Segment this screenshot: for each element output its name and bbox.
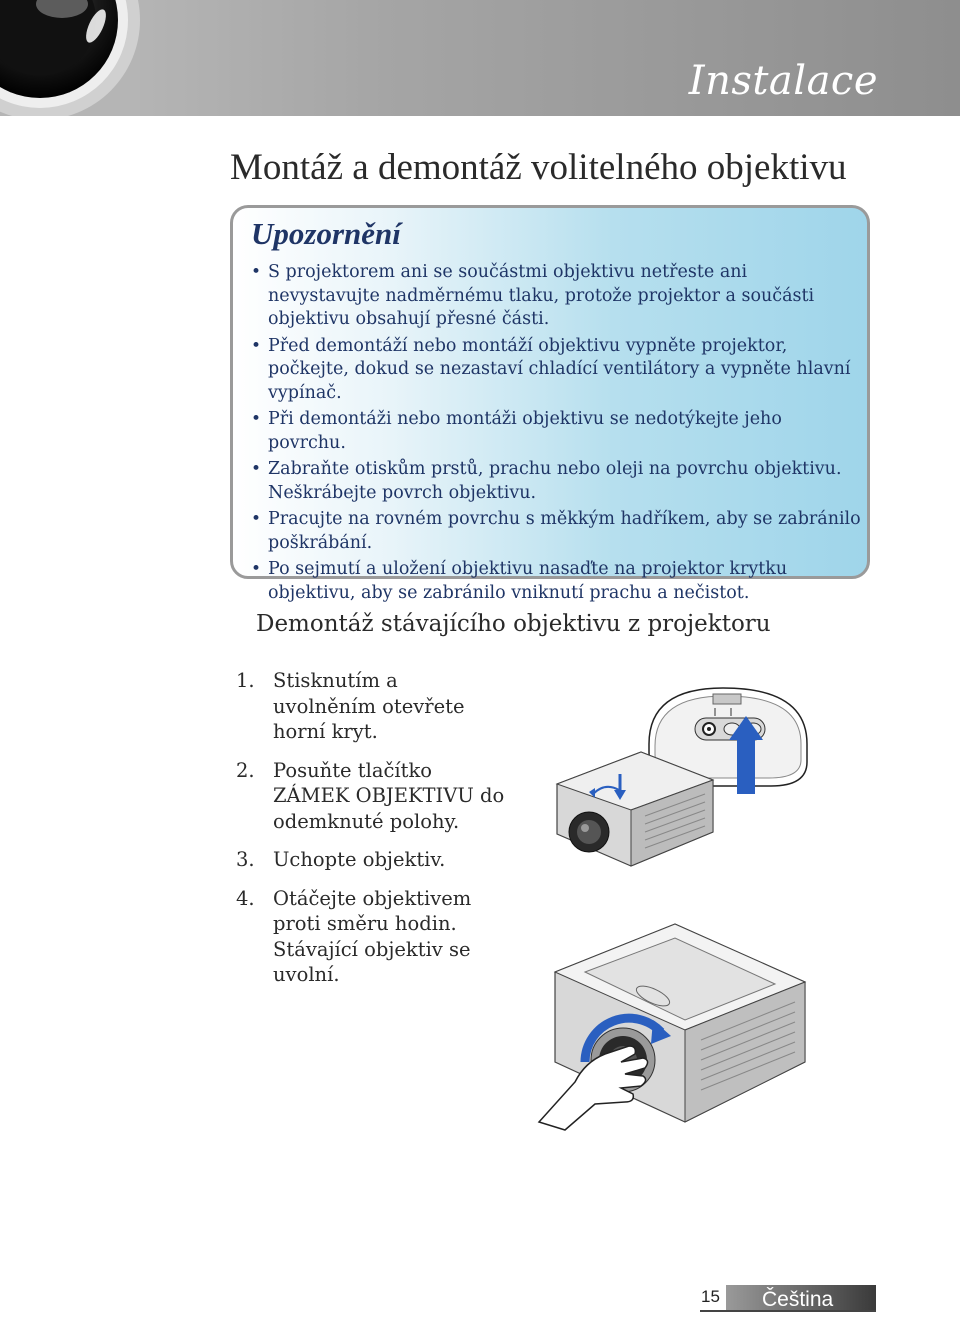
lens-graphic [0,0,140,116]
caution-item-text: Pracujte na rovném povrchu s měkkým hadříkem, aby se zabránilo poškrábání. [268,509,861,553]
bullet-icon: • [251,509,262,529]
section-title: Demontáž stávajícího objektivu z projektoru [256,611,771,637]
header-banner [0,0,960,116]
step-item [236,668,506,745]
section-header-title: Instalace [688,58,878,104]
caution-title: Upozornění [251,216,401,251]
caution-list [251,261,861,608]
caution-item-text: Při demontáži nebo montáži objektivu se nedotýkejte jeho povrchu. [268,409,782,453]
step-text: Otáčejte objektivem proti směru hodin. Stávající objektiv se uvolní. [273,886,472,986]
caution-item [251,508,861,555]
steps-list [236,668,506,1001]
caution-item-text: Zabraňte otiskům prstů, prachu nebo oleji na povrchu objektivu. Neškrábejte povrch objektivu. [268,459,842,503]
step-text: Stisknutím a uvolněním otevřete horní kryt. [273,669,465,743]
step-number: 2. [236,758,255,782]
projector-lens-rotate-illustration [525,912,810,1132]
footer-language: Čeština [762,1288,834,1311]
bullet-icon: • [251,335,262,356]
caution-item [251,558,861,605]
caution-box [230,205,870,603]
step-text: Posuňte tlačítko ZÁMEK OBJEKTIVU do odemknuté polohy. [273,758,505,833]
bullet-icon: • [251,559,262,579]
bullet-icon: • [251,409,262,429]
step-item [236,847,506,873]
step-number: 1. [236,669,255,692]
caution-item [251,335,861,406]
step-text: Uchopte objektiv. [273,848,446,871]
caution-item-text: Po sejmutí a uložení objektivu nasaďte na projektor krytku objektivu, aby se zabránilo vniknutí prachu a nečistot. [268,559,788,603]
step-item [236,758,506,835]
caution-item-text: Před demontáží nebo montáží objektivu vypněte projektor, počkejte, dokud se nezastaví chladící ventilátory a vypněte hlavní vypínač. [268,335,851,403]
bullet-icon: • [251,459,262,479]
caution-item [251,458,861,505]
step-number: 4. [236,886,255,910]
caution-item [251,261,861,332]
caution-item [251,408,861,455]
step-number: 3. [236,848,255,871]
projector-lock-illustration [545,682,810,882]
page-title: Montáž a demontáž volitelného objektivu [230,147,847,188]
step-item [236,886,506,988]
page-number: 15 [701,1287,720,1306]
bullet-icon: • [251,262,262,282]
caution-item-text: S projektorem ani se součástmi objektivu netřeste ani nevystavujte nadměrnému tlaku, protože projektor a součásti objektivu obsahují přesné části. [268,262,815,329]
